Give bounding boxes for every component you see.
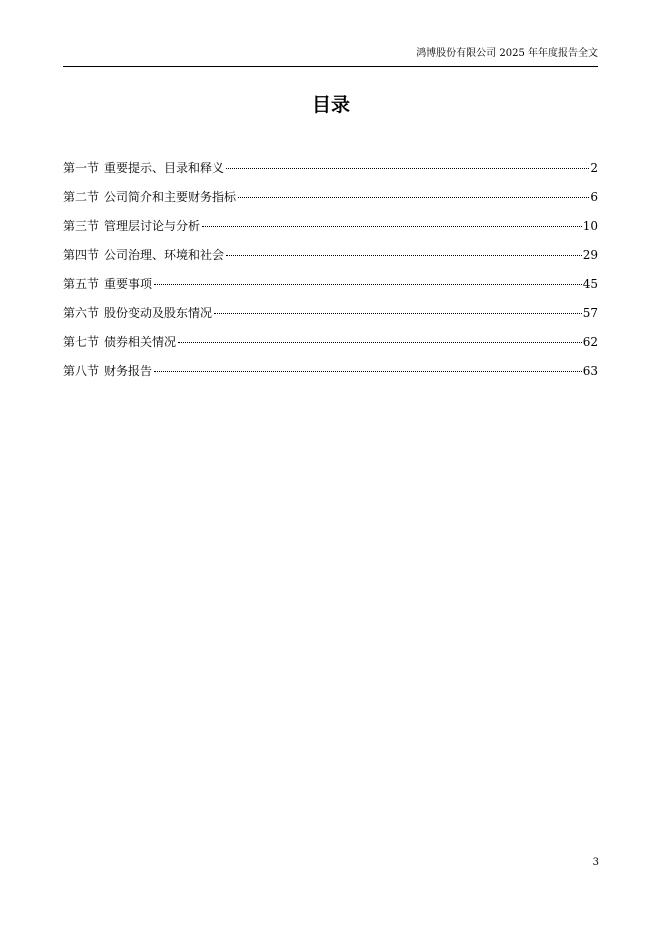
toc-entry-7[interactable] [63,332,598,361]
toc-section-number: 第二节 [63,190,100,204]
toc-page-number: 62 [582,335,598,349]
toc-section-number: 第五节 [63,277,100,291]
toc-section-number: 第八节 [63,364,100,378]
toc-entry-3[interactable] [63,216,598,245]
toc-page-number: 63 [582,364,598,378]
toc-leader-dots [226,255,582,256]
toc-section-title: 管理层讨论与分析 [104,219,201,233]
running-title: 鸿博股份有限公司 2025 年年度报告全文 [416,48,598,59]
toc-section-number: 第四节 [63,248,100,262]
page-number: 3 [592,857,599,868]
toc-page-number: 45 [582,277,598,291]
toc-leader-dots [226,168,589,169]
toc-section-title: 公司治理、环境和社会 [104,248,225,262]
toc-leader-dots [154,284,582,285]
toc-entry-2[interactable] [63,187,598,216]
toc-title: 目录 [311,94,350,116]
toc-entry-6[interactable] [63,303,598,332]
toc-section-title: 财务报告 [104,364,153,378]
toc-leader-dots [178,342,582,343]
toc-section-number: 第六节 [63,306,100,320]
page-header [63,44,598,67]
toc-page-number: 2 [590,161,598,175]
toc-entry-5[interactable] [63,274,598,303]
toc-section-number: 第一节 [63,161,100,175]
toc-section-title: 重要事项 [104,277,153,291]
toc-page-number: 10 [582,219,598,233]
toc-entry-4[interactable] [63,245,598,274]
toc-entry-8[interactable] [63,361,598,390]
toc-page-number: 57 [582,306,598,320]
toc-page-number: 6 [590,190,598,204]
toc-entry-1[interactable] [63,158,598,187]
toc-section-number: 第七节 [63,335,100,349]
toc-section-title: 债券相关情况 [104,335,177,349]
toc-section-title: 股份变动及股东情况 [104,306,213,320]
toc-section-title: 公司简介和主要财务指标 [104,190,237,204]
toc-section-title: 重要提示、目录和释义 [104,161,225,175]
table-of-contents [63,158,598,390]
toc-leader-dots [214,313,582,314]
toc-section-number: 第三节 [63,219,100,233]
toc-leader-dots [202,226,582,227]
toc-leader-dots [154,371,582,372]
toc-leader-dots [238,197,589,198]
toc-page-number: 29 [582,248,598,262]
